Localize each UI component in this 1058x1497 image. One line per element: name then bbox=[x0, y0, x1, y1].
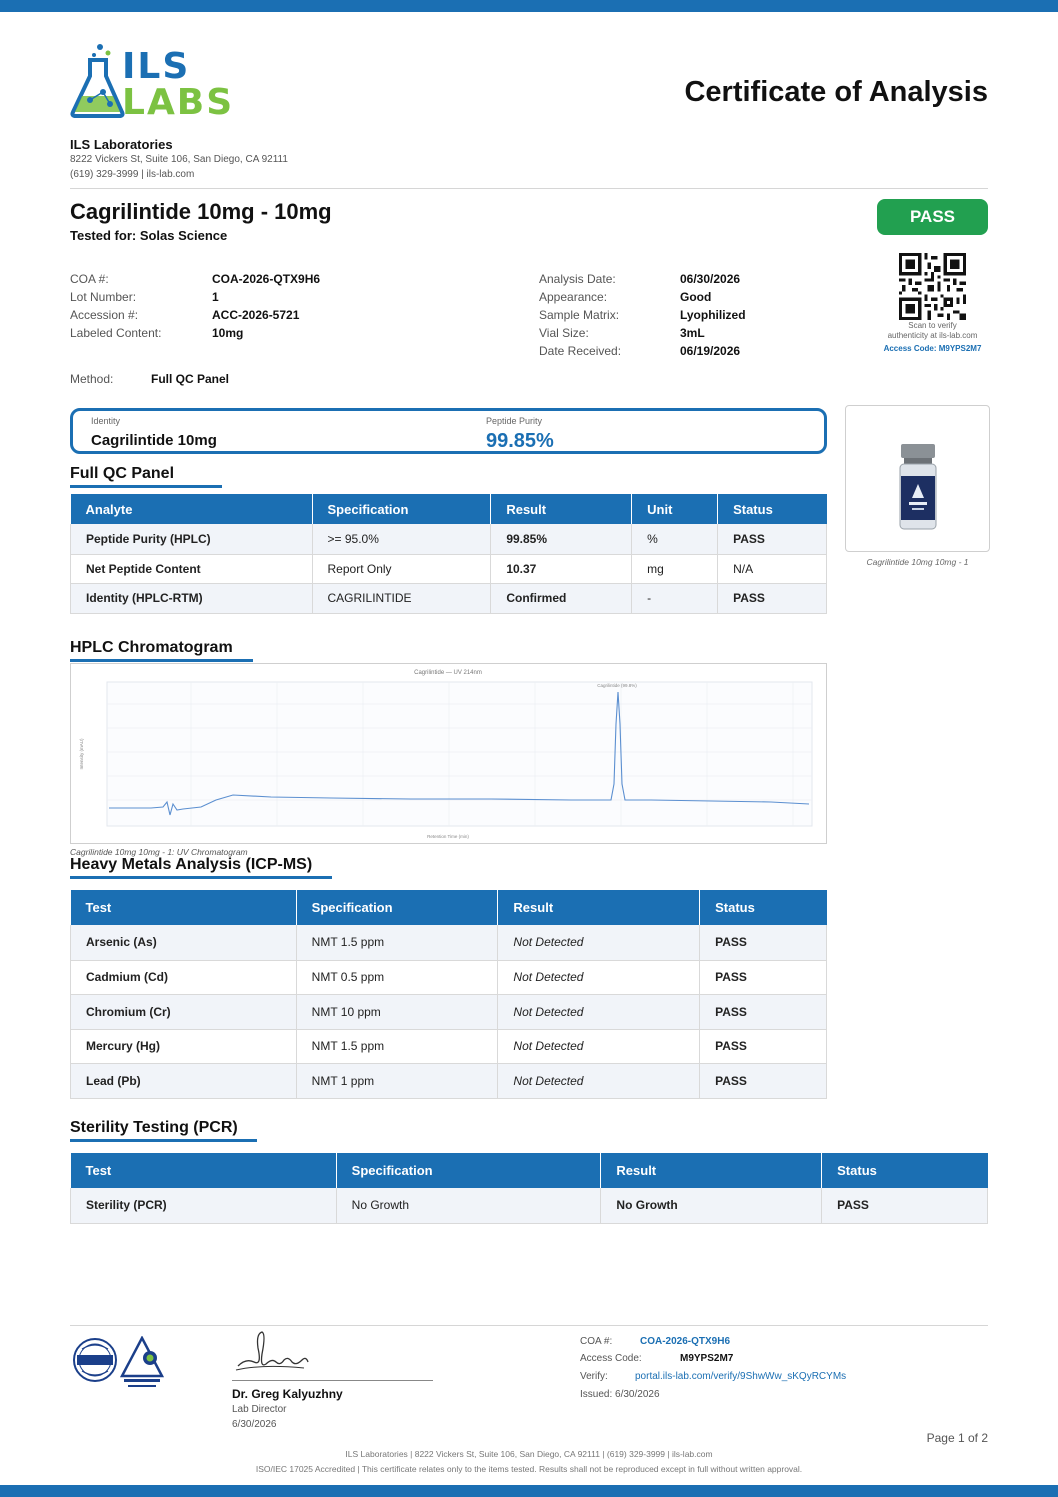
signature-date: 6/30/2026 bbox=[232, 1419, 277, 1430]
summary-purity-label: Peptide Purity bbox=[486, 416, 543, 426]
ilac-mra-seal-icon bbox=[72, 1337, 118, 1383]
chromatogram-frame bbox=[70, 663, 827, 844]
qc-header-result: Result bbox=[491, 494, 632, 524]
qc-header-row bbox=[71, 494, 827, 524]
heavy-metals-table bbox=[70, 890, 827, 1099]
qc-cell-spec: >= 95.0% bbox=[312, 524, 491, 554]
meta-vial-value: 3mL bbox=[680, 326, 705, 340]
st-cell-test: Sterility (PCR) bbox=[71, 1188, 337, 1223]
hm-cell-spec: NMT 1.5 ppm bbox=[296, 1029, 498, 1063]
hm-cell-status: PASS bbox=[700, 1029, 827, 1063]
meta-analysis-date-label: Analysis Date: bbox=[539, 272, 616, 286]
heavy-metals-underline bbox=[70, 876, 332, 879]
footer-verify-label: Verify: bbox=[580, 1371, 608, 1382]
chromatogram-xlabel: Retention Time (min) bbox=[427, 834, 469, 839]
qr-code-icon[interactable] bbox=[899, 253, 966, 320]
meta-analysis-date-value: 06/30/2026 bbox=[680, 272, 741, 286]
table-row bbox=[71, 1188, 988, 1223]
hm-cell-test: Arsenic (As) bbox=[71, 925, 297, 960]
meta-labeled-value: 10mg bbox=[212, 326, 244, 340]
qc-cell-analyte: Net Peptide Content bbox=[71, 554, 313, 583]
qc-cell-status: PASS bbox=[718, 583, 827, 613]
hm-cell-status: PASS bbox=[700, 960, 827, 994]
chromatogram-title: HPLC Chromatogram bbox=[70, 639, 233, 656]
qr-access-code: Access Code: M9YPS2M7 bbox=[883, 344, 982, 353]
overall-status-badge: PASS bbox=[877, 199, 988, 235]
qc-panel-title: Full QC Panel bbox=[70, 465, 175, 482]
chromatogram-plot-title: Cagrilintide — UV 214nm bbox=[414, 670, 482, 676]
qc-cell-spec: CAGRILINTIDE bbox=[312, 583, 491, 613]
table-row bbox=[71, 1063, 827, 1098]
hm-cell-result: Not Detected bbox=[498, 925, 700, 960]
signature-line bbox=[232, 1380, 433, 1381]
tnia-seal-icon bbox=[120, 1336, 164, 1390]
footer-contact-line: ILS Laboratories | 8222 Vickers St, Suite 106, San Diego, CA 92111 | (619) 329-3999 | ils-lab.com bbox=[345, 1449, 713, 1459]
st-header-test: Test bbox=[71, 1153, 337, 1188]
method-value: Full QC Panel bbox=[151, 372, 230, 386]
sterility-table bbox=[70, 1153, 988, 1224]
qc-cell-status: N/A bbox=[718, 554, 827, 583]
method-label: Method: bbox=[70, 372, 114, 386]
qc-panel-table bbox=[70, 494, 827, 614]
qc-cell-result: Confirmed bbox=[491, 583, 632, 613]
hm-cell-result: Not Detected bbox=[498, 960, 700, 994]
hm-cell-test: Lead (Pb) bbox=[71, 1063, 297, 1098]
footer-divider bbox=[70, 1325, 988, 1326]
table-row bbox=[71, 583, 827, 613]
heavy-metals-title: Heavy Metals Analysis (ICP-MS) bbox=[70, 856, 313, 873]
qr-caption-line-1: Scan to verify bbox=[908, 321, 957, 330]
qc-cell-result: 99.85% bbox=[491, 524, 632, 554]
meta-labeled-label: Labeled Content: bbox=[70, 326, 162, 340]
table-row bbox=[71, 925, 827, 960]
flask-logo-icon bbox=[70, 42, 125, 118]
meta-accession-label: Accession #: bbox=[70, 308, 139, 322]
hm-header-spec: Specification bbox=[296, 890, 498, 925]
meta-coa-label: COA #: bbox=[70, 272, 109, 286]
qr-caption bbox=[870, 321, 995, 341]
footer-access-label: Access Code: bbox=[580, 1353, 642, 1364]
chromatogram-peak-label: Cagrilintide (99.8%) bbox=[597, 683, 637, 688]
st-header-row bbox=[71, 1153, 988, 1188]
lab-name: ILS Laboratories bbox=[70, 137, 173, 152]
meta-appearance-value: Good bbox=[680, 290, 712, 304]
hm-cell-result: Not Detected bbox=[498, 994, 700, 1029]
hm-header-status: Status bbox=[700, 890, 827, 925]
meta-lot-value: 1 bbox=[212, 290, 219, 304]
logo-text-ils: ILS bbox=[122, 46, 191, 87]
qc-cell-analyte: Peptide Purity (HPLC) bbox=[71, 524, 313, 554]
qc-panel-underline bbox=[70, 485, 222, 488]
meta-accession-value: ACC-2026-5721 bbox=[212, 308, 300, 322]
chromatogram-underline bbox=[70, 659, 253, 662]
summary-identity-value: Cagrilintide 10mg bbox=[91, 432, 217, 449]
chromatogram-caption: Cagrilintide 10mg 10mg - 1: UV Chromatogram bbox=[70, 847, 248, 857]
hm-cell-result: Not Detected bbox=[498, 1029, 700, 1063]
st-cell-spec: No Growth bbox=[336, 1188, 601, 1223]
table-row bbox=[71, 960, 827, 994]
hm-cell-test: Mercury (Hg) bbox=[71, 1029, 297, 1063]
sterility-title: Sterility Testing (PCR) bbox=[70, 1119, 238, 1136]
summary-purity-value: 99.85% bbox=[486, 430, 554, 452]
hm-cell-spec: NMT 1.5 ppm bbox=[296, 925, 498, 960]
hm-cell-spec: NMT 1 ppm bbox=[296, 1063, 498, 1098]
qc-cell-spec: Report Only bbox=[312, 554, 491, 583]
qc-header-spec: Specification bbox=[312, 494, 491, 524]
qc-cell-result: 10.37 bbox=[491, 554, 632, 583]
footer-verify-link[interactable]: portal.ils-lab.com/verify/9ShwWw_sKQyRCYMs bbox=[635, 1371, 847, 1382]
vial-photo-icon bbox=[846, 406, 991, 553]
meta-received-label: Date Received: bbox=[539, 344, 622, 358]
logo-text-labs: LABS bbox=[122, 82, 235, 123]
hm-cell-status: PASS bbox=[700, 925, 827, 960]
qc-cell-unit: mg bbox=[632, 554, 718, 583]
qc-header-unit: Unit bbox=[632, 494, 718, 524]
table-row bbox=[71, 554, 827, 583]
signature-icon bbox=[232, 1328, 312, 1376]
hm-cell-test: Cadmium (Cd) bbox=[71, 960, 297, 994]
chromatogram-plot bbox=[71, 664, 826, 843]
hm-header-row bbox=[71, 890, 827, 925]
vial-photo-frame bbox=[845, 405, 990, 552]
table-row bbox=[71, 1029, 827, 1063]
qc-cell-status: PASS bbox=[718, 524, 827, 554]
table-row bbox=[71, 994, 827, 1029]
st-header-result: Result bbox=[601, 1153, 822, 1188]
qc-header-status: Status bbox=[718, 494, 827, 524]
hm-header-test: Test bbox=[71, 890, 297, 925]
signatory-role: Lab Director bbox=[232, 1404, 287, 1415]
footer-coa-value: COA-2026-QTX9H6 bbox=[640, 1336, 731, 1347]
footer-issued: Issued: 6/30/2026 bbox=[580, 1389, 660, 1400]
footer-disclaimer-line: ISO/IEC 17025 Accredited | This certificate relates only to the items tested. Results shall not be reproduced except in full without written approval. bbox=[255, 1464, 803, 1474]
bottom-accent-bar bbox=[0, 1485, 1058, 1497]
tested-for: Tested for: Solas Science bbox=[70, 228, 228, 243]
footer-access-value: M9YPS2M7 bbox=[680, 1353, 734, 1364]
document-title: Certificate of Analysis bbox=[684, 76, 988, 108]
meta-matrix-value: Lyophilized bbox=[680, 308, 746, 322]
qc-header-analyte: Analyte bbox=[71, 494, 313, 524]
lab-address: 8222 Vickers St, Suite 106, San Diego, CA 92111 bbox=[70, 154, 288, 165]
qc-cell-unit: - bbox=[632, 583, 718, 613]
top-accent-bar bbox=[0, 0, 1058, 12]
meta-received-value: 06/19/2026 bbox=[680, 344, 741, 358]
qc-cell-unit: % bbox=[632, 524, 718, 554]
meta-coa-value: COA-2026-QTX9H6 bbox=[212, 272, 321, 286]
st-cell-result: No Growth bbox=[601, 1188, 822, 1223]
st-header-spec: Specification bbox=[336, 1153, 601, 1188]
st-header-status: Status bbox=[822, 1153, 988, 1188]
sterility-underline bbox=[70, 1139, 257, 1142]
chromatogram-ylabel: Intensity (mAU) bbox=[79, 738, 84, 770]
meta-vial-label: Vial Size: bbox=[539, 326, 589, 340]
hm-cell-status: PASS bbox=[700, 1063, 827, 1098]
vial-caption: Cagrilintide 10mg 10mg - 1 bbox=[866, 557, 969, 567]
meta-appearance-label: Appearance: bbox=[539, 290, 608, 304]
signatory-name: Dr. Greg Kalyuzhny bbox=[232, 1387, 343, 1401]
meta-matrix-label: Sample Matrix: bbox=[539, 308, 620, 322]
summary-identity-label: Identity bbox=[91, 416, 121, 426]
table-row bbox=[71, 524, 827, 554]
st-cell-status: PASS bbox=[822, 1188, 988, 1223]
qr-caption-line-2: authenticity at ils-lab.com bbox=[887, 331, 978, 340]
lab-contact: (619) 329-3999 | ils-lab.com bbox=[70, 169, 195, 180]
hm-cell-spec: NMT 10 ppm bbox=[296, 994, 498, 1029]
hm-cell-status: PASS bbox=[700, 994, 827, 1029]
hm-cell-spec: NMT 0.5 ppm bbox=[296, 960, 498, 994]
footer-coa-label: COA #: bbox=[580, 1336, 613, 1347]
hm-header-result: Result bbox=[498, 890, 700, 925]
page-number: Page 1 of 2 bbox=[926, 1431, 988, 1445]
header-divider bbox=[70, 188, 988, 189]
hm-cell-test: Chromium (Cr) bbox=[71, 994, 297, 1029]
meta-lot-label: Lot Number: bbox=[70, 290, 137, 304]
qc-cell-analyte: Identity (HPLC-RTM) bbox=[71, 583, 313, 613]
product-title: Cagrilintide 10mg - 10mg bbox=[70, 199, 332, 224]
hm-cell-result: Not Detected bbox=[498, 1063, 700, 1098]
